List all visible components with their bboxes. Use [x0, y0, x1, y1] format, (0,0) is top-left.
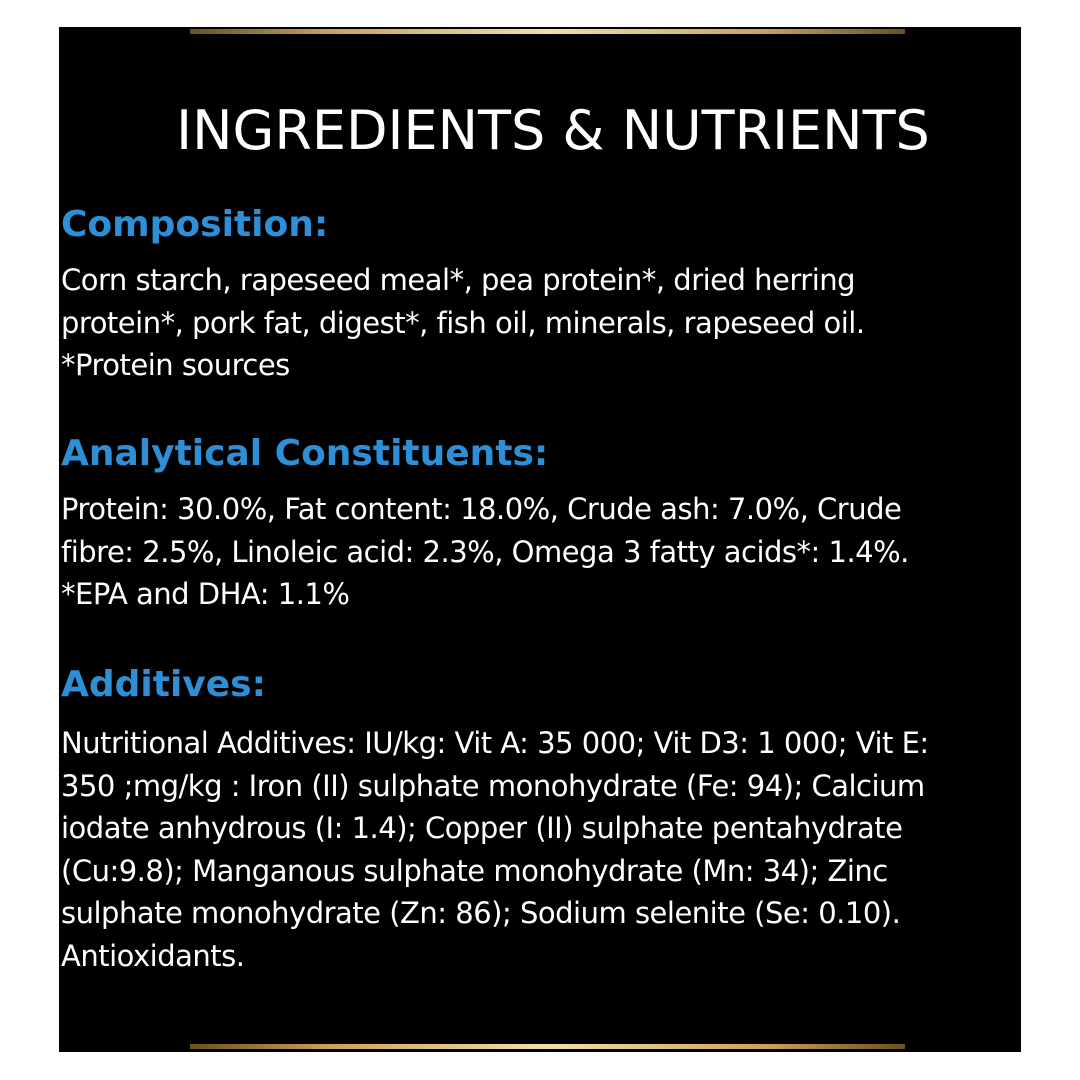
page-title: INGREDIENTS & NUTRIENTS — [176, 99, 930, 162]
composition-line: protein*, pork fat, digest*, fish oil, minerals, rapeseed oil. — [61, 305, 865, 340]
additives-text — [61, 722, 1019, 977]
analytical-line: Protein: 30.0%, Fat content: 18.0%, Crude ash: 7.0%, Crude — [61, 492, 902, 526]
composition-text — [61, 259, 1019, 387]
ingredients-panel — [59, 27, 1021, 1052]
additives-line: sulphate monohydrate (Zn: 86); Sodium selenite (Se: 0.10). — [61, 896, 901, 930]
analytical-constituents-section — [61, 432, 1019, 616]
additives-section — [61, 663, 1019, 977]
composition-footnote: *Protein sources — [61, 348, 290, 382]
additives-line: Nutritional Additives: IU/kg: Vit A: 35 000; Vit D3: 1 000; Vit E: — [61, 726, 929, 760]
additives-line: Antioxidants. — [61, 938, 245, 973]
analytical-constituents-heading: Analytical Constituents: — [61, 433, 549, 474]
composition-line: Corn starch, rapeseed meal*, pea protein*, dried herring — [61, 263, 856, 297]
bottom-gold-divider — [190, 1044, 905, 1049]
additives-line: iodate anhydrous (I: 1.4); Copper (II) sulphate pentahydrate — [61, 811, 903, 845]
analytical-constituents-text — [61, 488, 1019, 616]
additives-line: 350 ;mg/kg : Iron (II) sulphate monohydrate (Fe: 94); Calcium — [61, 768, 925, 803]
top-gold-divider — [190, 29, 905, 34]
additives-heading: Additives: — [61, 664, 266, 705]
analytical-footnote: *EPA and DHA: 1.1% — [61, 577, 350, 611]
composition-section — [61, 203, 1019, 387]
additives-line: (Cu:9.8); Manganous sulphate monohydrate (Mn: 34); Zinc — [61, 853, 888, 888]
analytical-line: fibre: 2.5%, Linoleic acid: 2.3%, Omega 3 fatty acids*: 1.4%. — [61, 534, 909, 569]
composition-heading: Composition: — [61, 204, 329, 245]
